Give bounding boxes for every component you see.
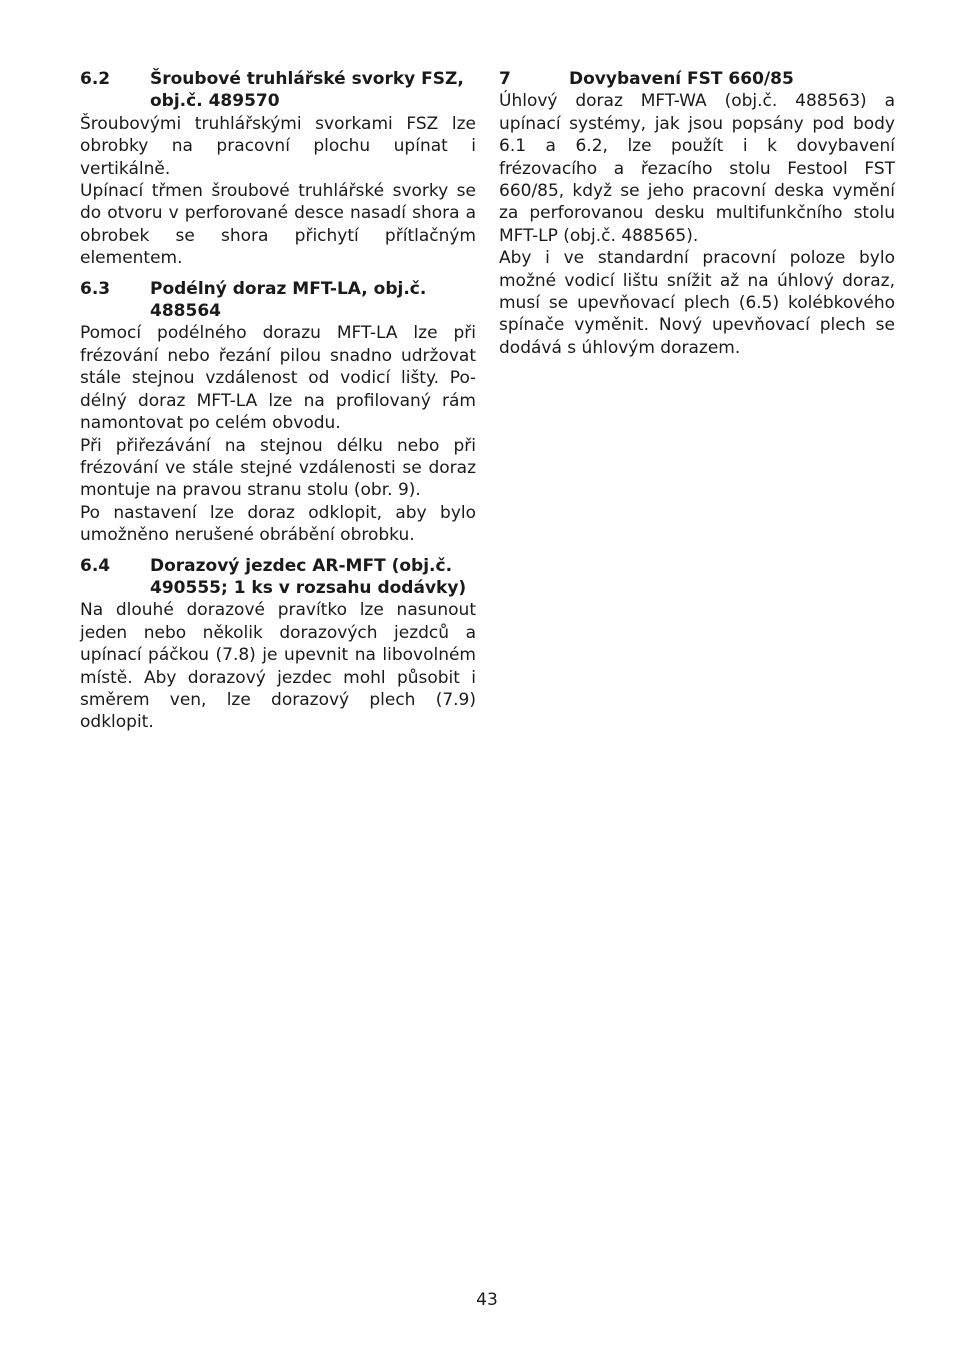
left-column [80, 68, 476, 742]
section-title: Šroubové truhlářské svorky FSZ, obj.č. 489570 [150, 69, 464, 112]
paragraph: Při přiřezávání na stejnou délku nebo při frézování ve stále stejné vzdálenosti se doraz montuje na pravou stranu stolu (obr. 9). [80, 435, 476, 501]
section-6-4 [80, 555, 476, 734]
section-number: 7 [499, 69, 511, 89]
paragraph: Aby i ve standardní pracovní poloze bylo možné vodicí lištu snížit až na úhlový doraz, musí se upevňovací plech (6.5) kolébkového spínače vyměnit. Nový upevňovací plech se dodává s úhlovým dorazem. [499, 248, 895, 358]
paragraph: Úhlový doraz MFT-WA (obj.č. 488563) a upínací systémy, jak jsou popsány pod body 6.1 a 6.2, lze použít i k dovybavení frézovacího a řezacího stolu Festool FST 660/85, když se jeho pracovní deska vymění za perforovanou desku multifunkčního stolu MFT-LP (obj.č. 488565). [499, 91, 895, 246]
paragraph: Po nastavení lze doraz odklopit, aby bylo umožněno nerušené obrábění obrobku. [80, 502, 476, 546]
section-heading [80, 278, 476, 323]
section-7 [499, 68, 895, 359]
section-6-3 [80, 278, 476, 547]
section-number: 6.4 [80, 555, 111, 576]
paragraph: Upínací třmen šroubové truhlářské svorky se do otvoru v perforované desce nasadí shora a obrobek se shora přichytí přítlačným elementem. [80, 181, 476, 269]
section-heading [80, 555, 476, 600]
section-title: Dorazový jezdec AR-MFT (obj.č. 490555; 1 ks v rozsahu dodávky) [150, 555, 467, 598]
section-number: 6.3 [80, 278, 111, 299]
section-6-2 [80, 68, 476, 270]
section-number: 6.2 [80, 69, 111, 89]
page-number: 43 [476, 1290, 498, 1310]
section-heading [499, 68, 895, 90]
paragraph: Pomocí podélného dorazu MFT-LA lze při frézování nebo řezání pilou snadno udržovat stále stejnou vzdálenost od vodicí lišty. Podélný doraz MFT-LA lze na profilovaný rám namontovat po celém obvodu. [80, 323, 476, 434]
section-title: Podélný doraz MFT-LA, obj.č. 488564 [150, 278, 427, 322]
paragraph: Šroubovými truhlářskými svorkami FSZ lze obrobky na pracovní plochu upínat i vertikálně. [80, 113, 476, 179]
paragraph: Na dlouhé dorazové pravítko lze nasunout jeden nebo několik dorazových jezdců a upínací páčkou (7.8) je upevnit na libovolném místě. Aby dorazový jezdec mohl působit i směrem ven, lze dorazový plech (7.9) odklopit. [80, 600, 476, 733]
section-title: Dovybavení FST 660/85 [569, 69, 794, 89]
right-column [499, 68, 895, 367]
section-heading [80, 68, 476, 113]
